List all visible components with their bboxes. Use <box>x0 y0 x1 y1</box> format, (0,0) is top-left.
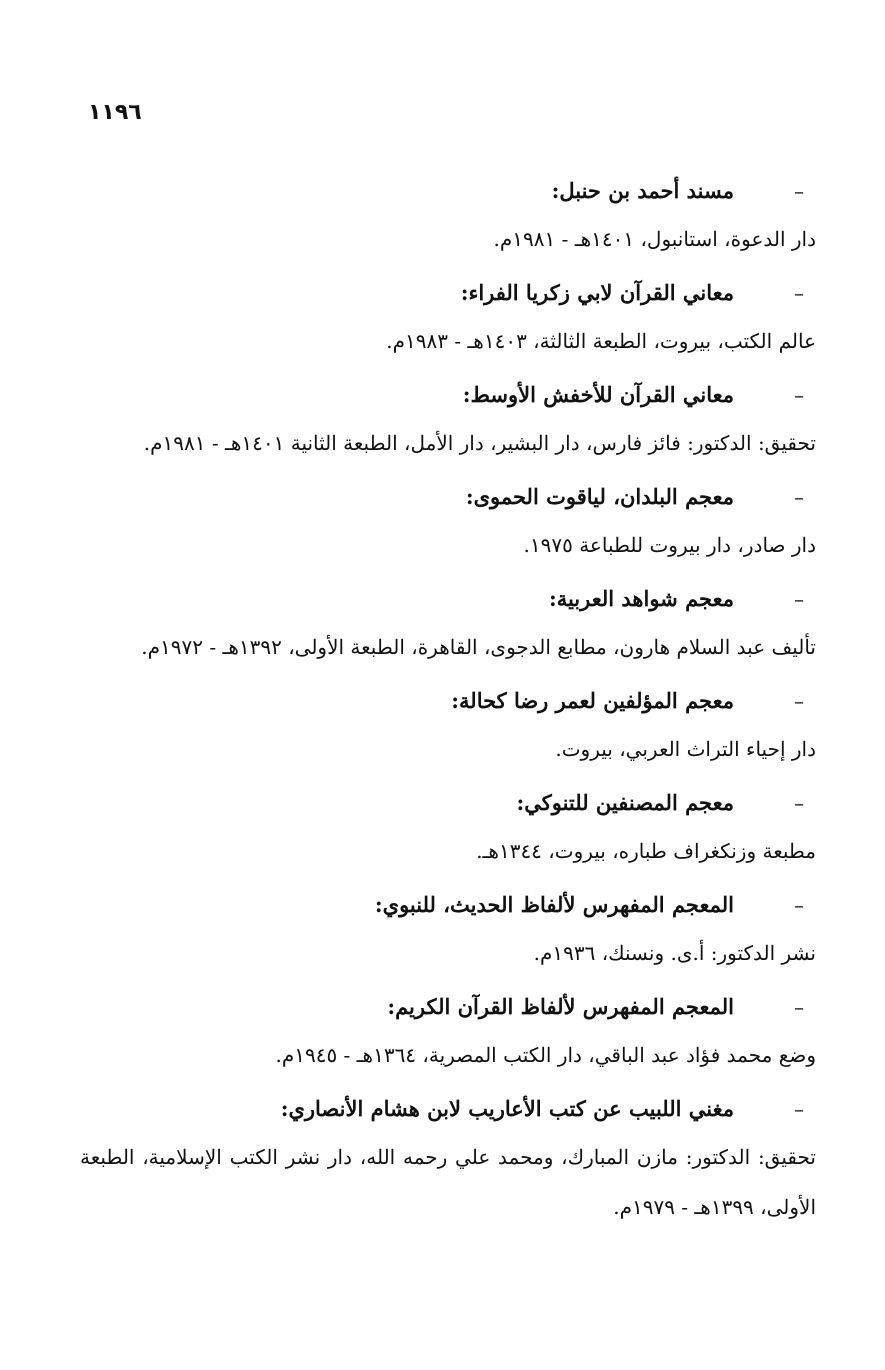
entry-title-text: معجم البلدان، لياقوت الحموى: <box>465 484 734 509</box>
bibliography-entry <box>80 780 816 882</box>
entry-dash: – <box>794 791 804 815</box>
bibliography-entry <box>80 270 816 372</box>
entry-title <box>80 474 816 520</box>
entry-detail: دار الدعوة، استانبول، ١٤٠١هـ - ١٩٨١م. <box>493 227 816 251</box>
bibliography-list <box>80 168 816 1238</box>
bibliography-entry <box>80 168 816 270</box>
entry-detail: تحقيق: الدكتور: مازن المبارك، ومحمد علي رحمه الله، دار نشر الكتب الإسلامية، الطبعة الأولى، ١٣٩٩هـ - ١٩٧٩م. <box>80 1145 816 1219</box>
entry-title-text: معجم شواهد العربية: <box>548 586 734 611</box>
bibliography-entry <box>80 1086 816 1238</box>
bibliography-entry <box>80 372 816 474</box>
entry-dash: – <box>794 1097 804 1121</box>
bibliography-entry <box>80 474 816 576</box>
entry-detail: مطبعة وزنكغراف طباره، بيروت، ١٣٤٤هـ. <box>476 839 816 863</box>
entry-dash: – <box>794 179 804 203</box>
entry-dash: – <box>794 689 804 713</box>
entry-title <box>80 1086 816 1132</box>
bibliography-entry <box>80 882 816 984</box>
entry-detail: تحقيق: الدكتور: فائز فارس، دار البشير، دار الأمل، الطبعة الثانية ١٤٠١هـ - ١٩٨١م. <box>143 431 816 455</box>
entry-title-text: مغني اللبيب عن كتب الأعاريب لابن هشام الأنصاري: <box>280 1096 734 1121</box>
entry-title-text: المعجم المفهرس لألفاظ الحديث، للنبوي: <box>374 892 734 917</box>
entry-detail: دار إحياء التراث العربي، بيروت. <box>555 737 816 761</box>
entry-dash: – <box>794 995 804 1019</box>
entry-dash: – <box>794 383 804 407</box>
entry-dash: – <box>794 485 804 509</box>
entry-detail: دار صادر، دار بيروت للطباعة ١٩٧٥. <box>523 533 816 557</box>
entry-title-text: مسند أحمد بن حنبل: <box>551 178 734 203</box>
entry-detail: عالم الكتب، بيروت، الطبعة الثالثة، ١٤٠٣هـ - ١٩٨٣م. <box>386 329 816 353</box>
entry-title <box>80 984 816 1030</box>
entry-title <box>80 576 816 622</box>
entry-detail: وضع محمد فؤاد عبد الباقي، دار الكتب المصرية، ١٣٦٤هـ - ١٩٤٥م. <box>275 1043 816 1067</box>
entry-detail: تأليف عبد السلام هارون، مطابع الدجوى، القاهرة، الطبعة الأولى، ١٣٩٢هـ - ١٩٧٢م. <box>141 635 816 659</box>
entry-detail: نشر الدكتور: أ.ى. ونسنك، ١٩٣٦م. <box>533 941 816 965</box>
entry-title-text: معاني القرآن للأخفش الأوسط: <box>462 382 734 407</box>
entry-dash: – <box>794 893 804 917</box>
entry-title <box>80 372 816 418</box>
entry-dash: – <box>794 281 804 305</box>
entry-title-text: معجم المصنفين للتنوكي: <box>516 790 734 815</box>
page-number: ١١٩٦ <box>88 100 142 125</box>
bibliography-entry <box>80 576 816 678</box>
entry-title <box>80 270 816 316</box>
entry-title-text: معجم المؤلفين لعمر رضا كحالة: <box>451 688 734 713</box>
entry-title <box>80 168 816 214</box>
bibliography-entry <box>80 678 816 780</box>
bibliography-entry <box>80 984 816 1086</box>
entry-title-text: المعجم المفهرس لألفاظ القرآن الكريم: <box>387 994 734 1019</box>
entry-title <box>80 780 816 826</box>
entry-title-text: معاني القرآن لابي زكريا الفراء: <box>460 280 734 305</box>
entry-dash: – <box>794 587 804 611</box>
entry-title <box>80 882 816 928</box>
entry-title <box>80 678 816 724</box>
